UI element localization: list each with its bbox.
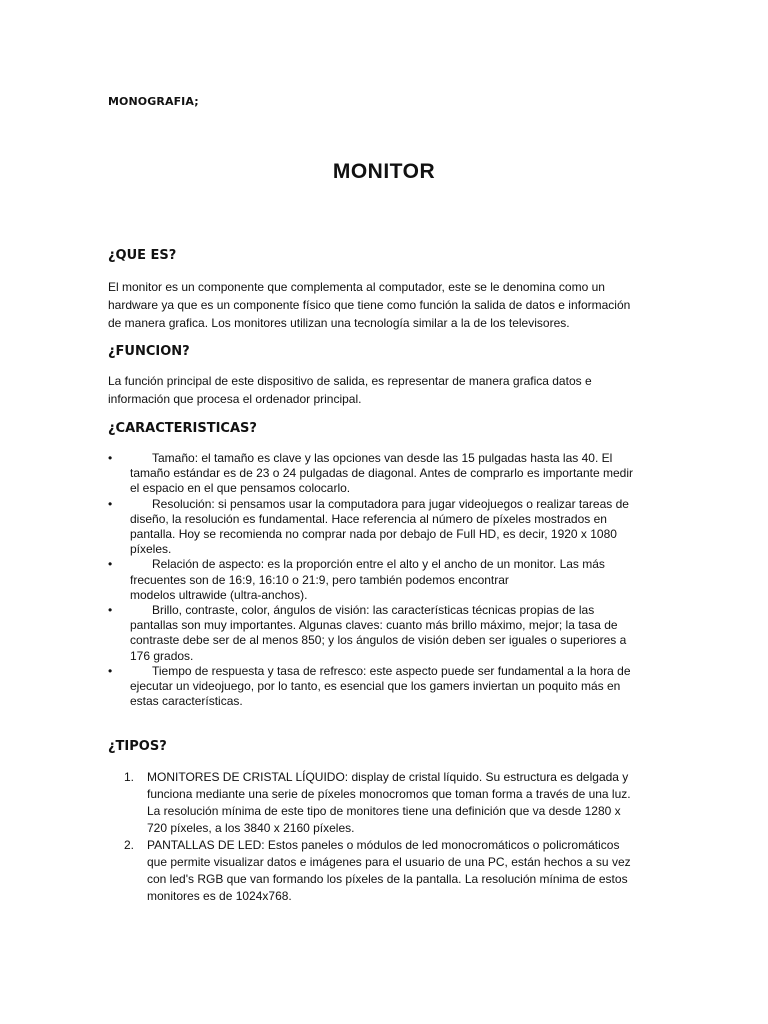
list-item-line: píxeles. bbox=[130, 542, 172, 557]
list-item-line: modelos ultrawide (ultra-anchos). bbox=[130, 587, 308, 602]
bullet-icon: • bbox=[108, 663, 113, 678]
list-item-line: ejecutar un videojuego, por lo tanto, es esencial que los gamers inviertan un poquito más en bbox=[130, 679, 621, 694]
list-item bbox=[108, 664, 668, 710]
list-item-line: Resolución: si pensamos usar la computadora para jugar videojuegos o realizar tareas de bbox=[152, 496, 629, 511]
list-item bbox=[108, 497, 668, 558]
paragraph-line: información que procesa el ordenador principal. bbox=[108, 392, 362, 406]
list-number: 2. bbox=[124, 838, 135, 852]
section-heading-funcion: ¿FUNCION? bbox=[108, 344, 190, 359]
list-item-line: Tamaño: el tamaño es clave y las opciones van desde las 15 pulgadas hasta las 40. El bbox=[152, 451, 613, 465]
bullet-icon: • bbox=[108, 603, 113, 618]
section-paragraph-que-es bbox=[108, 278, 668, 332]
document-label: MONOGRAFIA; bbox=[108, 95, 199, 108]
bullet-icon: • bbox=[108, 557, 113, 572]
tipos-list bbox=[124, 769, 664, 905]
list-item-line: frecuentes son de 16:9, 16:10 o 21:9, pero también podemos encontrar bbox=[130, 572, 509, 587]
list-item-line: contraste debe ser de al menos 850; y los ángulos de visión deben ser iguales o superiores a bbox=[130, 633, 627, 648]
list-item bbox=[124, 769, 664, 837]
list-item bbox=[108, 603, 668, 664]
list-item-line: que permite visualizar datos e imágenes para el usuario de una PC, están hechos a su vez bbox=[147, 855, 631, 869]
list-item-line: 176 grados. bbox=[130, 648, 194, 663]
list-item-line: tamaño estándar es de 23 o 24 pulgadas de diagonal. Antes de comprarlo es importante medir bbox=[130, 466, 633, 481]
list-item-line: PANTALLAS DE LED: Estos paneles o módulos de led monocromáticos o policromáticos bbox=[147, 838, 620, 852]
list-item-line: monitores es de 1024x768. bbox=[147, 889, 292, 903]
list-item bbox=[124, 837, 664, 905]
list-item-line: Relación de aspecto: es la proporción entre el alto y el ancho de un monitor. Las más bbox=[152, 557, 605, 572]
paragraph-line: de manera grafica. Los monitores utilizan una tecnología similar a la de los televisores. bbox=[108, 316, 570, 330]
list-item-line: Tiempo de respuesta y tasa de refresco: este aspecto puede ser fundamental a la hora de bbox=[152, 663, 631, 678]
paragraph-line: La función principal de este dispositivo de salida, es representar de manera grafica datos e bbox=[108, 374, 592, 388]
list-item-line: 720 píxeles, a los 3840 x 2160 píxeles. bbox=[147, 821, 355, 835]
list-item-line: con led's RGB que van formando los píxeles de la pantalla. La resolución mínima de estos bbox=[147, 872, 628, 886]
section-heading-que-es: ¿QUE ES? bbox=[108, 248, 177, 263]
list-item bbox=[108, 451, 668, 497]
list-number: 1. bbox=[124, 770, 135, 784]
list-item-line: La resolución mínima de este tipo de monitores tiene una definición que va desde 1280 x bbox=[147, 804, 621, 818]
section-heading-caracteristicas: ¿CARACTERISTICAS? bbox=[108, 421, 257, 436]
caracteristicas-list bbox=[108, 451, 668, 709]
bullet-icon: • bbox=[108, 451, 113, 465]
section-paragraph-funcion bbox=[108, 372, 668, 408]
list-item bbox=[108, 557, 668, 603]
paragraph-line: El monitor es un componente que complementa al computador, este se le denomina como un bbox=[108, 280, 605, 294]
list-item-line: Brillo, contraste, color, ángulos de visión: las características técnicas propias de las bbox=[152, 603, 595, 618]
page-title: MONITOR bbox=[332, 160, 436, 183]
list-item-line: el espacio en el que pensamos colocarlo. bbox=[130, 481, 351, 496]
list-item-line: funciona mediante una serie de píxeles monocromos que toman forma a través de una luz. bbox=[147, 787, 631, 801]
list-item-line: pantalla. Hoy se recomienda no comprar nada por debajo de Full HD, es decir, 1920 x 1080 bbox=[130, 527, 617, 542]
section-heading-tipos: ¿TIPOS? bbox=[108, 739, 167, 754]
list-item-line: pantallas son muy importantes. Algunas claves: cuanto más brillo máximo, mejor; la tasa de bbox=[130, 618, 618, 633]
list-item-line: diseño, la resolución es fundamental. Hace referencia al número de píxeles mostrados en bbox=[130, 511, 607, 526]
bullet-icon: • bbox=[108, 496, 113, 511]
paragraph-line: hardware ya que es un componente físico que tiene como función la salida de datos e información bbox=[108, 298, 631, 312]
list-item-line: MONITORES DE CRISTAL LÍQUIDO: display de cristal líquido. Su estructura es delgada y bbox=[147, 770, 629, 784]
list-item-line: estas características. bbox=[130, 694, 243, 709]
